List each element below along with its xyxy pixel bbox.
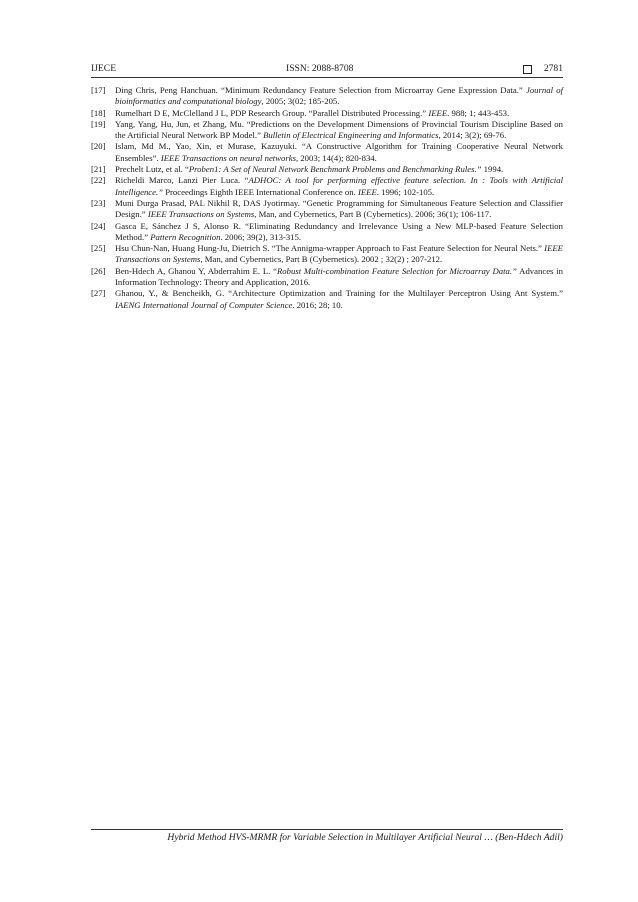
reference-segment: Rumelhart D E, McClelland J L, PDP Research Group. “Parallel Distributed Processing.” — [115, 107, 429, 118]
reference-segment: Ghanou, Y., & Bencheikh, G. “Architecture Optimization and Training for the Multilayer Perceptron Using Ant System.” — [115, 288, 563, 299]
reference-item — [91, 288, 563, 311]
reference-italic-segment: ADHOC: A tool for performing effective feature selection. In : Tools with Artificial Intelligence.” — [115, 175, 563, 197]
reference-segment: , 2014; 3(2); 69-76. — [438, 130, 507, 141]
reference-italic-segment: IEEE Transactions on neural networks — [160, 152, 296, 163]
reference-segment: . 2006; 39(2), 313-315. — [220, 231, 302, 242]
reference-text — [115, 119, 563, 140]
reference-text — [115, 198, 563, 219]
reference-item — [91, 85, 563, 108]
reference-segment: Ding Chris, Peng Hanchuan. “Minimum Redundancy Feature Selection from Microarray Gene Expression Data.” — [115, 85, 526, 95]
reference-number: [20] — [91, 141, 106, 152]
reference-number: [24] — [91, 220, 106, 231]
reference-segment: Proceedings Eighth IEEE International Conference on. — [163, 186, 358, 197]
reference-item — [91, 119, 563, 142]
reference-italic-segment: IEEE — [357, 186, 377, 197]
reference-list — [91, 85, 563, 311]
reference-text — [115, 175, 563, 196]
reference-italic-segment: IEEE Transactions on Systems — [115, 243, 563, 265]
reference-italic-segment: IAENG International Journal of Computer Science — [115, 299, 293, 310]
header-divider — [91, 77, 563, 78]
reference-text — [115, 108, 509, 118]
reference-italic-segment: Journal of bioinformatics and computational biology — [115, 85, 563, 107]
reference-text — [115, 164, 503, 174]
reference-text — [115, 85, 563, 106]
reference-text — [115, 141, 563, 162]
reference-italic-segment: Proben1: A Set of Neural Network Benchmark Problems and Benchmarking Rules.” — [188, 164, 482, 175]
reference-number: [18] — [91, 107, 106, 118]
reference-text — [115, 243, 563, 264]
reference-segment: Prechelt Lutz, et al. “ — [115, 164, 189, 175]
reference-segment: , Man, and Cybernetics, Part B (Cybernetics). 2002 ; 32(2) ; 207-212. — [200, 254, 443, 265]
reference-text — [115, 288, 563, 309]
reference-italic-segment: Pattern Recognition — [150, 231, 221, 242]
reference-italic-segment: Bulletin of Electrical Engineering and Informatics — [263, 130, 439, 141]
journal-name: IJECE — [91, 63, 117, 74]
reference-segment: , 2005; 3(02; 185-205. — [261, 96, 340, 107]
reference-number: [27] — [91, 288, 106, 299]
reference-number: [25] — [91, 243, 106, 254]
page-header — [91, 62, 563, 76]
reference-segment: Advances in Information Technology: Theory and Application, 2016. — [115, 265, 564, 288]
reference-italic-segment: IEEE — [428, 107, 448, 118]
footer-divider — [91, 829, 563, 830]
reference-segment: . 988; 1; 443-453. — [447, 107, 510, 118]
reference-segment: Gasca E, Sánchez J S, Alonso R. “Eliminating Redundancy and Irrelevance Using a New MLP-based Feature Selection Method.” — [115, 220, 563, 242]
reference-item — [91, 175, 563, 198]
reference-number: [21] — [91, 164, 106, 175]
reference-segment: . 1996; 102-105. — [376, 186, 435, 197]
reference-segment: Yang, Yang, Hu, Jun, et Zhang, Mu. “Predictions on the Development Dimensions of Provincial Tourism Discipline Based on the Artificial Neural Network BP Model.” — [115, 118, 563, 141]
reference-segment: . 2016; 28; 10. — [292, 299, 343, 310]
issn: ISSN: 2088-8708 — [286, 63, 354, 74]
reference-item — [91, 164, 563, 175]
reference-number: [26] — [91, 265, 106, 276]
reference-item — [91, 243, 563, 266]
reference-segment: Hsu Chun-Nan, Huang Hung-Ju, Dietrich S. “The Annigma-wrapper Approach to Fast Feature Selection for Neural Nets.” — [115, 243, 545, 254]
reference-italic-segment: Robust Multi-combination Feature Selection for Microarray Data.” — [276, 265, 517, 276]
reference-segment: Islam, Md M., Yao, Xin, et Murase, Kazuyuki. “A Constructive Algorithm for Training Cooperative Neural Network Ensembles”. — [115, 141, 563, 163]
reference-segment: Ben-Hdech A, Ghanou Y, Abderrahim E. L. “ — [115, 265, 277, 276]
page-number-group — [523, 62, 563, 76]
reference-number: [17] — [91, 85, 106, 95]
reference-segment: , Man, and Cybernetics, Part B (Cybernetics). 2006; 36(1); 106-117. — [254, 209, 492, 220]
reference-text — [115, 266, 563, 287]
reference-segment: 1994. — [481, 164, 504, 175]
square-outline-icon — [523, 65, 532, 74]
reference-item — [91, 108, 563, 119]
reference-italic-segment: IEEE Transactions on Systems — [147, 209, 255, 220]
reference-item — [91, 198, 563, 221]
reference-number: [22] — [91, 175, 106, 186]
reference-segment: Muni Durga Prasad, PAL Nikhil R, DAS Jyotirmay. “Genetic Programming for Simultaneous Feature Selection and Classifier Design.” — [115, 197, 563, 220]
reference-number: [23] — [91, 197, 106, 208]
page-number: 2781 — [543, 63, 563, 74]
reference-item — [91, 221, 563, 244]
running-footer: Hybrid Method HVS-MRMR for Variable Selection in Multilayer Artificial Neural … (Ben-Hdech Adil) — [167, 832, 563, 843]
reference-text — [115, 221, 563, 242]
reference-segment: , 2003; 14(4); 820-834. — [295, 152, 377, 163]
reference-item — [91, 266, 563, 289]
reference-number: [19] — [91, 118, 106, 129]
reference-item — [91, 141, 563, 164]
reference-segment: Richeldi Marco, Lanzi Pier Luca. “ — [115, 175, 249, 186]
